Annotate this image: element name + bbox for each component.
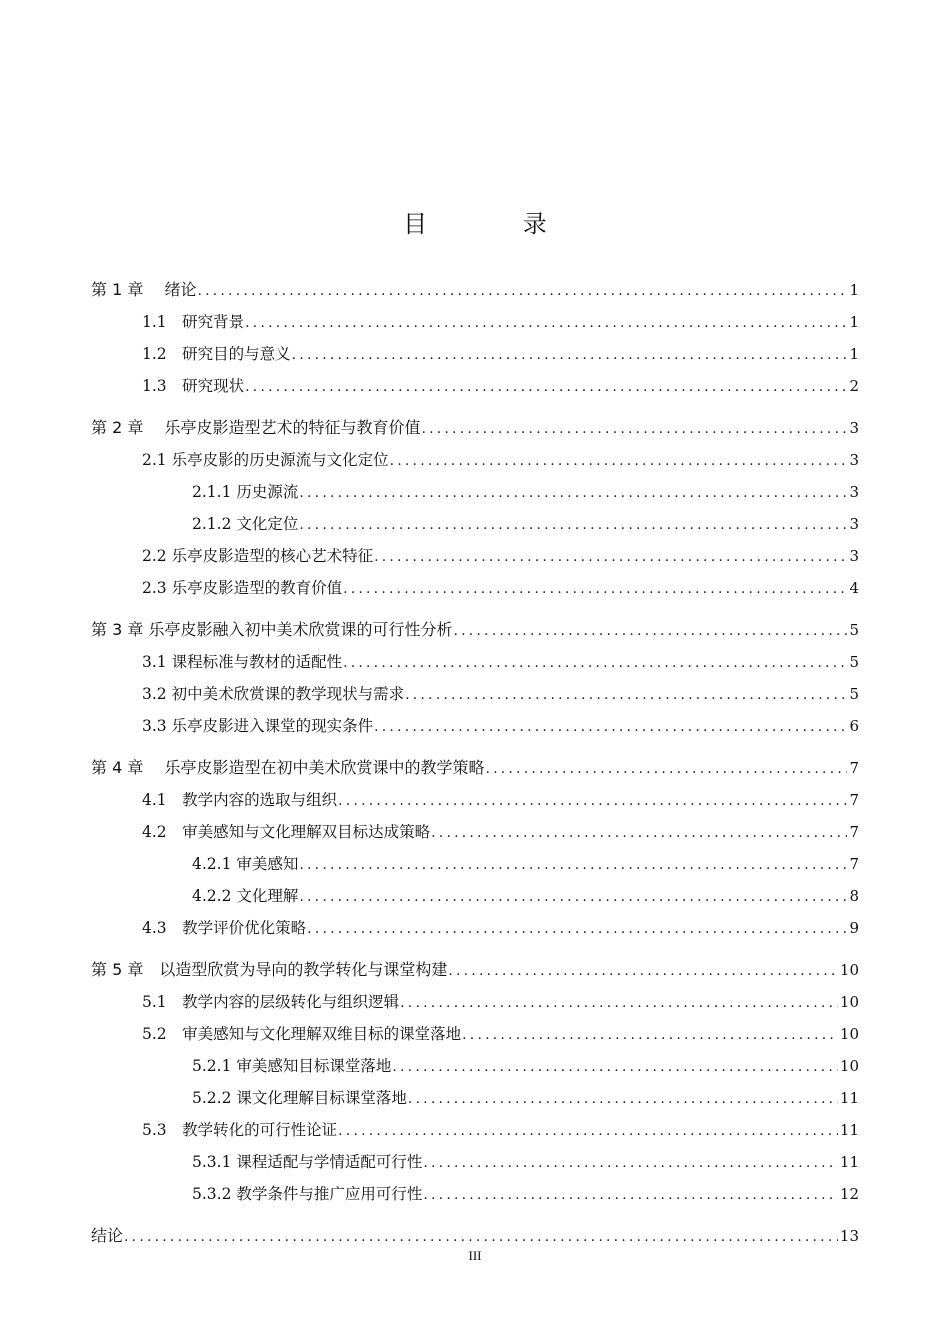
toc-entry-page: 8 <box>849 887 859 905</box>
dot-leader <box>299 480 847 506</box>
page-number-footer: III <box>468 1248 482 1263</box>
toc-title: 目 录 <box>403 210 591 238</box>
dot-leader <box>343 650 847 676</box>
toc-entry-label: 1.1 研究背景 <box>142 313 245 331</box>
dot-leader <box>462 1022 838 1048</box>
toc-entry-subsection[interactable] <box>91 1149 859 1175</box>
toc-entry-label: 结论 <box>91 1226 124 1245</box>
toc-entry-page: 1 <box>849 281 859 299</box>
toc-entry-page: 3 <box>849 419 859 437</box>
dot-leader <box>400 990 838 1016</box>
toc-entry-label: 3.2 初中美术欣赏课的教学现状与需求 <box>142 685 405 703</box>
dot-leader <box>338 1118 838 1144</box>
dot-leader <box>453 618 847 644</box>
toc-entry-subsection[interactable] <box>91 851 859 877</box>
toc-entry-label: 5.3.2 教学条件与推广应用可行性 <box>192 1185 423 1203</box>
dot-leader <box>423 1150 838 1176</box>
toc-entry-section[interactable] <box>91 681 859 707</box>
toc-entry-page: 10 <box>839 1057 859 1075</box>
dot-leader <box>431 820 847 846</box>
dot-leader <box>390 448 848 474</box>
toc-entry-label: 4.2 审美感知与文化理解双目标达成策略 <box>142 823 431 841</box>
toc-entry-label: 5.1 教学内容的层级转化与组织逻辑 <box>142 993 400 1011</box>
toc-entry-chapter[interactable] <box>91 617 859 643</box>
toc-entry-page: 6 <box>849 717 859 735</box>
toc-entry-section[interactable] <box>91 713 859 739</box>
toc-entry-page: 10 <box>839 1025 859 1043</box>
toc-entry-chapter[interactable] <box>91 277 859 303</box>
toc-entry-page: 7 <box>849 759 859 777</box>
dot-leader <box>292 342 848 368</box>
toc-entry-label: 5.3.1 课程适配与学情适配可行性 <box>192 1153 423 1171</box>
dot-leader <box>245 374 847 400</box>
toc-entry-page: 11 <box>839 1121 859 1139</box>
toc-entry-label: 2.3 乐亭皮影造型的教育价值 <box>142 579 343 597</box>
toc-entry-subsection[interactable] <box>91 883 859 909</box>
toc-entry-section[interactable] <box>91 543 859 569</box>
dot-leader <box>299 512 847 538</box>
toc-entry-label: 2.1.2 文化定位 <box>192 515 299 533</box>
toc-entry-section[interactable] <box>91 787 859 813</box>
toc-entry-page: 5 <box>849 685 859 703</box>
toc-entry-subsection[interactable] <box>91 1085 859 1111</box>
toc-entry-page: 5 <box>849 621 859 639</box>
toc-entry-page: 3 <box>849 515 859 533</box>
dot-leader <box>299 884 847 910</box>
toc-entry-page: 4 <box>849 579 859 597</box>
toc-entry-label: 第 2 章 乐亭皮影造型艺术的特征与教育价值 <box>91 418 421 437</box>
toc-entry-page: 1 <box>849 313 859 331</box>
dot-leader <box>485 756 847 782</box>
dot-leader <box>197 278 847 304</box>
dot-leader <box>421 416 847 442</box>
toc-entry-label: 1.3 研究现状 <box>142 377 245 395</box>
toc-entry-label: 2.2 乐亭皮影造型的核心艺术特征 <box>142 547 374 565</box>
toc-entry-label: 5.2.1 审美感知目标课堂落地 <box>192 1057 392 1075</box>
toc-entry-chapter[interactable] <box>91 957 859 983</box>
toc-entry-subsection[interactable] <box>91 1053 859 1079</box>
toc-entry-label: 2.1 乐亭皮影的历史源流与文化定位 <box>142 451 389 469</box>
toc-entry-page: 2 <box>849 377 859 395</box>
toc-entry-page: 3 <box>849 483 859 501</box>
toc-entry-page: 3 <box>849 547 859 565</box>
toc-entry-label: 第 1 章 绪论 <box>91 280 197 299</box>
toc-entry-page: 5 <box>849 653 859 671</box>
toc-entry-label: 5.2.2 课文化理解目标课堂落地 <box>192 1089 407 1107</box>
dot-leader <box>343 576 847 602</box>
toc-entry-label: 3.1 课程标准与教材的适配性 <box>142 653 343 671</box>
toc-entry-page: 10 <box>839 961 859 979</box>
toc-entry-page: 13 <box>839 1227 859 1245</box>
toc-entry-section[interactable] <box>91 575 859 601</box>
dot-leader <box>423 1182 838 1208</box>
toc-entry-chapter[interactable] <box>91 1223 859 1249</box>
toc-entry-page: 7 <box>849 855 859 873</box>
toc-entry-subsection[interactable] <box>91 1181 859 1207</box>
toc-entry-section[interactable] <box>91 989 859 1015</box>
toc-entry-section[interactable] <box>91 1117 859 1143</box>
toc-entry-label: 第 3 章 乐亭皮影融入初中美术欣赏课的可行性分析 <box>91 620 453 639</box>
toc-entry-page: 11 <box>839 1089 859 1107</box>
dot-leader <box>299 852 847 878</box>
toc-entry-page: 11 <box>839 1153 859 1171</box>
dot-leader <box>374 714 847 740</box>
toc-entry-page: 1 <box>849 345 859 363</box>
toc-entry-section[interactable] <box>91 915 859 941</box>
dot-leader <box>307 916 847 942</box>
toc-entry-section[interactable] <box>91 373 859 399</box>
toc-entry-page: 12 <box>839 1185 859 1203</box>
toc-entry-label: 4.1 教学内容的选取与组织 <box>142 791 338 809</box>
dot-leader <box>124 1224 838 1250</box>
toc-entry-label: 4.3 教学评价优化策略 <box>142 919 307 937</box>
toc-entry-section[interactable] <box>91 447 859 473</box>
toc-entry-label: 4.2.1 审美感知 <box>192 855 299 873</box>
dot-leader <box>448 958 838 984</box>
dot-leader <box>392 1054 838 1080</box>
toc-entry-label: 5.2 审美感知与文化理解双维目标的课堂落地 <box>142 1025 462 1043</box>
toc-entry-label: 5.3 教学转化的可行性论证 <box>142 1121 338 1139</box>
toc-entry-page: 3 <box>849 451 859 469</box>
dot-leader <box>408 1086 838 1112</box>
toc-entry-chapter[interactable] <box>91 755 859 781</box>
toc-entry-section[interactable] <box>91 309 859 335</box>
toc-entry-section[interactable] <box>91 341 859 367</box>
dot-leader <box>338 788 847 814</box>
toc-entry-section[interactable] <box>91 1021 859 1047</box>
toc-entry-label: 4.2.2 文化理解 <box>192 887 299 905</box>
toc-entry-label: 第 4 章 乐亭皮影造型在初中美术欣赏课中的教学策略 <box>91 758 485 777</box>
dot-leader <box>405 682 847 708</box>
toc-entry-subsection[interactable] <box>91 511 859 537</box>
dot-leader <box>374 544 847 570</box>
toc-entry-section[interactable] <box>91 649 859 675</box>
toc-entry-section[interactable] <box>91 819 859 845</box>
toc-entry-label: 第 5 章 以造型欣赏为导向的教学转化与课堂构建 <box>91 960 448 979</box>
toc-entry-page: 7 <box>849 823 859 841</box>
toc-entry-subsection[interactable] <box>91 479 859 505</box>
toc-entry-label: 2.1.1 历史源流 <box>192 483 299 501</box>
toc-entry-page: 7 <box>849 791 859 809</box>
toc-entry-chapter[interactable] <box>91 415 859 441</box>
toc-entry-page: 9 <box>849 919 859 937</box>
toc-entry-page: 10 <box>839 993 859 1011</box>
toc-entry-label: 1.2 研究目的与意义 <box>142 345 291 363</box>
toc-entry-label: 3.3 乐亭皮影进入课堂的现实条件 <box>142 717 374 735</box>
dot-leader <box>245 310 847 336</box>
